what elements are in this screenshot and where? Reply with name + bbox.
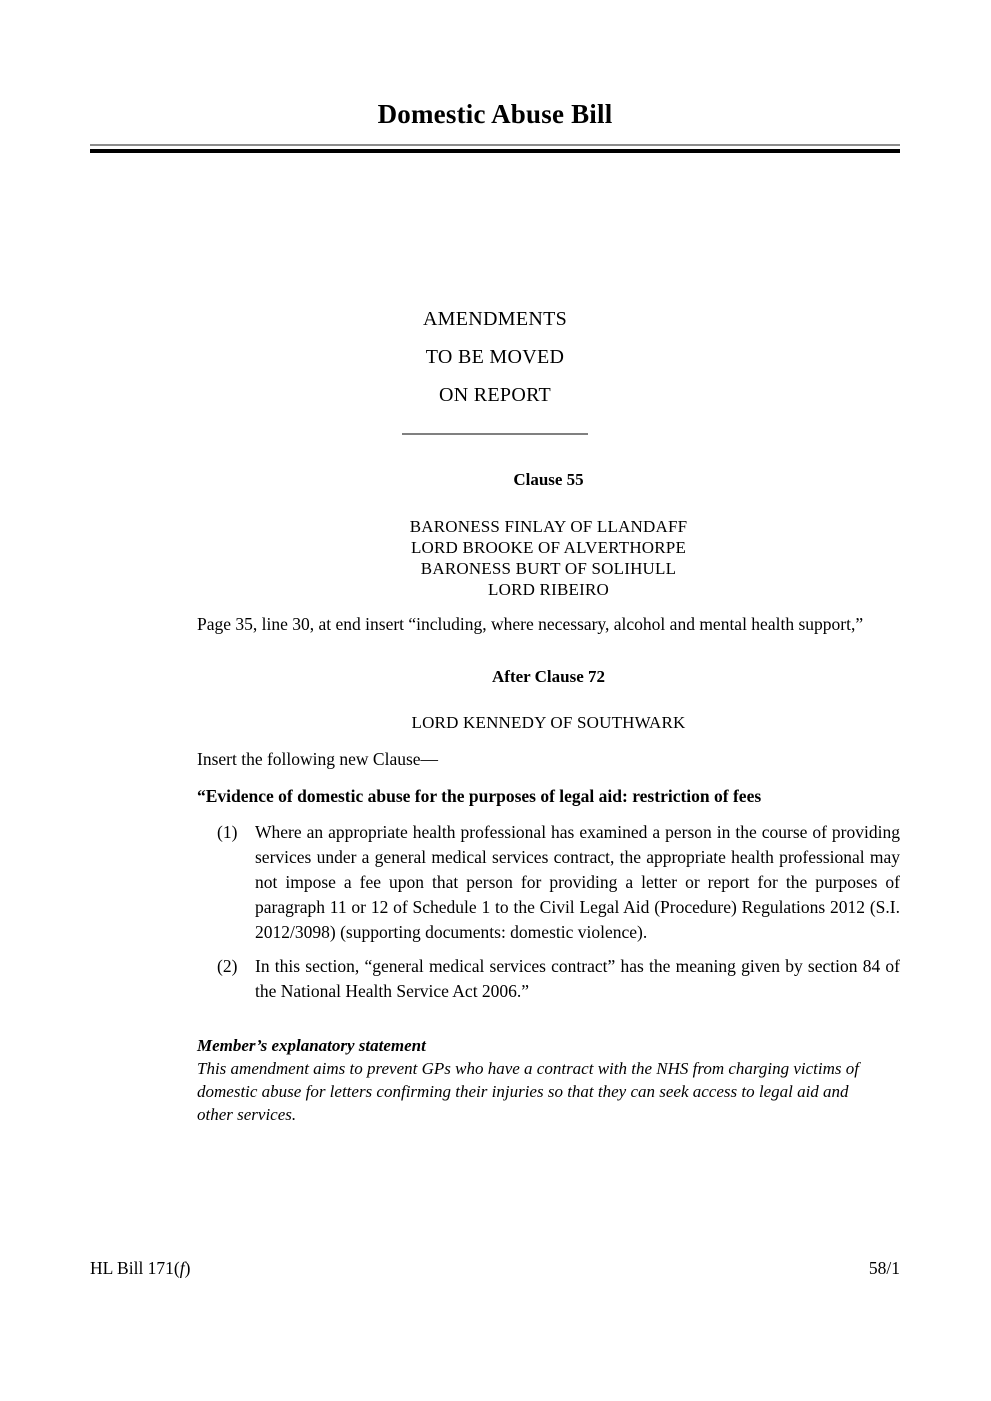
sponsor-name: LORD BROOKE OF ALVERTHORPE [410, 538, 687, 558]
subsection [197, 954, 900, 1004]
subsection-text: In this section, “general medical services contract” has the meaning given by section 84 of the National Health Service Act 2006.” [255, 955, 900, 1001]
amendment-text-clause-55: Page 35, line 30, at end insert “including, where necessary, alcohol and mental health support,” [197, 614, 864, 635]
section-divider-wrap [90, 425, 900, 443]
bill-reference-prefix: HL Bill 171( [90, 1258, 180, 1278]
clause-heading-after-72: After Clause 72 [492, 667, 605, 687]
heading-amendments: AMENDMENTS [422, 308, 568, 330]
bill-reference-suffix: ) [184, 1258, 191, 1278]
bill-reference [90, 1258, 190, 1279]
subsection-number: (2) [217, 955, 238, 976]
sponsor-name: LORD KENNEDY OF SOUTHWARK [411, 712, 686, 732]
page-number: 58/1 [868, 1258, 900, 1278]
document-heading-block [90, 300, 900, 414]
subsection-number: (1) [217, 821, 238, 842]
page-title: Domestic Abuse Bill [377, 99, 613, 129]
document-header [90, 100, 900, 153]
amendments-body [197, 470, 900, 1126]
bill-reference-italic: f [179, 1258, 185, 1278]
amendment-block-after-clause-72 [197, 667, 900, 1125]
explanatory-statement [197, 1034, 900, 1126]
heading-to-be-moved: TO BE MOVED [425, 346, 565, 368]
amendment-block-clause-55 [197, 470, 900, 637]
sponsor-name: BARONESS BURT OF SOLIHULL [420, 559, 677, 579]
heading-on-report: ON REPORT [438, 384, 552, 406]
new-clause-title: “Evidence of domestic abuse for the purposes of legal aid: restriction of fees [197, 785, 762, 806]
explanatory-heading: Member’s explanatory statement [197, 1035, 426, 1055]
subsection [197, 820, 900, 945]
header-rule-thick [90, 149, 900, 153]
section-divider [402, 433, 588, 435]
page-footer [90, 1258, 900, 1279]
insert-instruction: Insert the following new Clause— [197, 748, 439, 769]
sponsor-list-clause-55 [197, 516, 900, 600]
explanatory-body: This amendment aims to prevent GPs who have a contract with the NHS from charging victims of domestic abuse for letters confirming their injuries so that they can seek access to legal aid and other services. [197, 1058, 859, 1124]
clause-heading-55: Clause 55 [513, 470, 584, 489]
subsection-text: Where an appropriate health professional has examined a person in the course of providing services under a general medical services contract, the appropriate health professional may not impose a fee upon that person for providing a letter or report for the purposes of paragraph 11 or 12 of Schedule 1 to the Civil Legal Aid (Procedure) Regulations 2012 (S.I. 2012/3098) (supporting documents: domestic violence). [255, 821, 900, 942]
sponsor-name: BARONESS FINLAY OF LLANDAFF [409, 517, 688, 537]
sponsor-name: LORD RIBEIRO [488, 580, 609, 600]
